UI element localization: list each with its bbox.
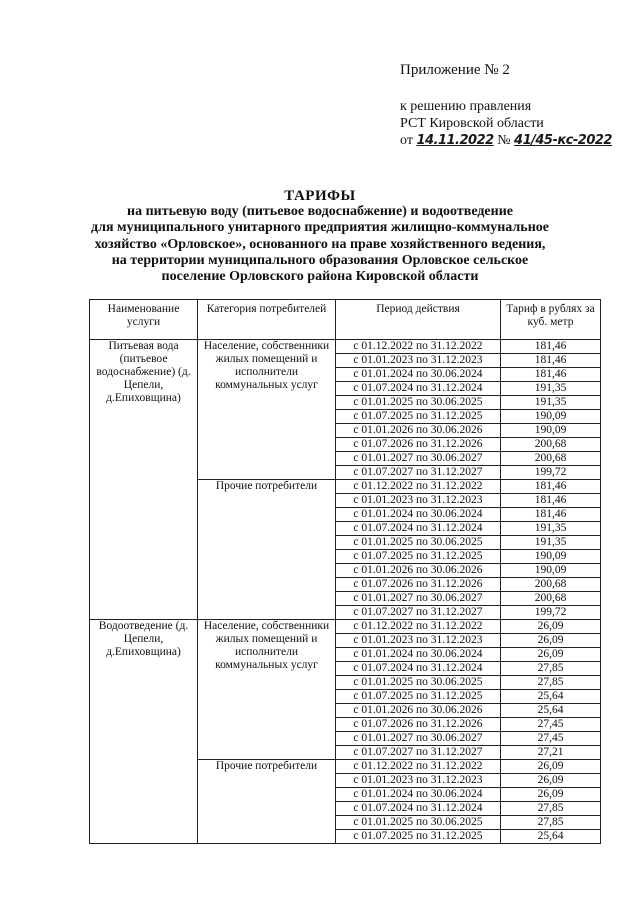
header-category: Категория потребителей (198, 300, 336, 340)
tariff-cell: 190,09 (501, 424, 601, 438)
consumer-category-cell: Прочие потребители (198, 480, 336, 620)
table-header-row (90, 300, 601, 340)
tariff-cell: 27,85 (501, 816, 601, 830)
period-cell: с 01.07.2026 по 31.12.2026 (336, 438, 501, 452)
tariff-cell: 181,46 (501, 368, 601, 382)
document-title (60, 188, 580, 285)
decision-date-line (400, 132, 612, 149)
period-cell: с 01.07.2027 по 31.12.2027 (336, 746, 501, 760)
tariff-cell: 181,46 (501, 354, 601, 368)
period-cell: с 01.07.2027 по 31.12.2027 (336, 466, 501, 480)
period-cell: с 01.01.2025 по 30.06.2025 (336, 816, 501, 830)
decision-line-2: РСТ Кировской области (400, 116, 544, 131)
tariff-cell: 26,09 (501, 774, 601, 788)
title-line-3: хозяйство «Орловское», основанного на праве хозяйственного ведения, (94, 236, 546, 252)
period-cell: с 01.07.2025 по 31.12.2025 (336, 550, 501, 564)
period-cell: с 01.07.2024 по 31.12.2024 (336, 802, 501, 816)
tariff-cell: 25,64 (501, 830, 601, 844)
tariff-cell: 181,46 (501, 480, 601, 494)
period-cell: с 01.01.2026 по 30.06.2026 (336, 704, 501, 718)
tariff-cell: 27,85 (501, 662, 601, 676)
date-prefix: от (400, 133, 413, 148)
period-cell: с 01.01.2023 по 31.12.2023 (336, 634, 501, 648)
period-cell: с 01.12.2022 по 31.12.2022 (336, 760, 501, 774)
header-service: Наименование услуги (90, 300, 198, 340)
handwritten-number: 41/45-кс-2022 (514, 133, 612, 148)
tariff-cell: 200,68 (501, 452, 601, 466)
tariff-cell: 26,09 (501, 648, 601, 662)
service-name-cell: Питьевая вода (питьевое водоснабжение) (д. Цепели, д.Епиховщина) (90, 340, 198, 620)
tariff-cell: 200,68 (501, 438, 601, 452)
tariff-cell: 191,35 (501, 382, 601, 396)
header-period: Период действия (336, 300, 501, 340)
period-cell: с 01.01.2024 по 30.06.2024 (336, 508, 501, 522)
period-cell: с 01.07.2025 по 31.12.2025 (336, 410, 501, 424)
period-cell: с 01.01.2027 по 30.06.2027 (336, 452, 501, 466)
period-cell: с 01.01.2025 по 30.06.2025 (336, 676, 501, 690)
period-cell: с 01.01.2027 по 30.06.2027 (336, 732, 501, 746)
period-cell: с 01.07.2024 по 31.12.2024 (336, 382, 501, 396)
tariff-cell: 181,46 (501, 340, 601, 354)
period-cell: с 01.01.2026 по 30.06.2026 (336, 424, 501, 438)
period-cell: с 01.01.2024 по 30.06.2024 (336, 788, 501, 802)
period-cell: с 01.12.2022 по 31.12.2022 (336, 480, 501, 494)
tariff-cell: 200,68 (501, 578, 601, 592)
header-tariff: Тариф в рублях за куб. метр (501, 300, 601, 340)
tariff-cell: 181,46 (501, 494, 601, 508)
period-cell: с 01.12.2022 по 31.12.2022 (336, 620, 501, 634)
period-cell: с 01.01.2024 по 30.06.2024 (336, 648, 501, 662)
tariff-cell: 26,09 (501, 620, 601, 634)
number-sign: № (497, 133, 511, 148)
tariff-cell: 200,68 (501, 592, 601, 606)
period-cell: с 01.01.2025 по 30.06.2025 (336, 536, 501, 550)
title-line-1: на питьевую воду (питьевое водоснабжение) и водоотведение (127, 204, 513, 220)
period-cell: с 01.07.2024 по 31.12.2024 (336, 662, 501, 676)
period-cell: с 01.01.2023 по 31.12.2023 (336, 774, 501, 788)
tariff-cell: 26,09 (501, 634, 601, 648)
period-cell: с 01.07.2025 по 31.12.2025 (336, 830, 501, 844)
period-cell: с 01.07.2027 по 31.12.2027 (336, 606, 501, 620)
tariff-table (89, 299, 601, 844)
tariff-cell: 181,46 (501, 508, 601, 522)
period-cell: с 01.01.2023 по 31.12.2023 (336, 354, 501, 368)
table-row (90, 620, 601, 634)
tariff-cell: 199,72 (501, 606, 601, 620)
table-row (90, 340, 601, 354)
tariff-cell: 190,09 (501, 550, 601, 564)
tariff-cell: 190,09 (501, 564, 601, 578)
table-body (90, 340, 601, 844)
consumer-category-cell: Прочие потребители (198, 760, 336, 844)
title-line-4: на территории муниципального образования Орловское сельское (111, 252, 529, 268)
decision-line-1: к решению правления (400, 99, 532, 114)
period-cell: с 01.07.2026 по 31.12.2026 (336, 718, 501, 732)
tariff-cell: 27,85 (501, 802, 601, 816)
tariff-cell: 27,45 (501, 718, 601, 732)
tariff-cell: 191,35 (501, 536, 601, 550)
period-cell: с 01.01.2026 по 30.06.2026 (336, 564, 501, 578)
decision-reference (400, 98, 612, 149)
consumer-category-cell: Население, собственники жилых помещений и исполнители коммунальных услуг (198, 620, 336, 760)
tariff-cell: 25,64 (501, 690, 601, 704)
title-line-2: для муниципального унитарного предприятия жилищно-коммунальное (91, 220, 549, 236)
handwritten-date: 14.11.2022 (416, 133, 494, 148)
tariff-cell: 26,09 (501, 788, 601, 802)
tariff-cell: 26,09 (501, 760, 601, 774)
consumer-category-cell: Население, собственники жилых помещений и исполнители коммунальных услуг (198, 340, 336, 480)
period-cell: с 01.07.2025 по 31.12.2025 (336, 690, 501, 704)
period-cell: с 01.01.2024 по 30.06.2024 (336, 368, 501, 382)
appendix-label: Приложение № 2 (400, 62, 510, 78)
tariff-cell: 190,09 (501, 410, 601, 424)
tariff-cell: 191,35 (501, 522, 601, 536)
tariff-cell: 199,72 (501, 466, 601, 480)
period-cell: с 01.07.2024 по 31.12.2024 (336, 522, 501, 536)
period-cell: с 01.12.2022 по 31.12.2022 (336, 340, 501, 354)
tariff-cell: 27,85 (501, 676, 601, 690)
title-main: ТАРИФЫ (284, 188, 356, 204)
period-cell: с 01.01.2025 по 30.06.2025 (336, 396, 501, 410)
tariff-cell: 25,64 (501, 704, 601, 718)
period-cell: с 01.07.2026 по 31.12.2026 (336, 578, 501, 592)
service-name-cell: Водоотведение (д. Цепели, д.Епиховщина) (90, 620, 198, 844)
tariff-cell: 27,21 (501, 746, 601, 760)
period-cell: с 01.01.2023 по 31.12.2023 (336, 494, 501, 508)
tariff-cell: 191,35 (501, 396, 601, 410)
title-line-5: поселение Орловского района Кировской области (161, 269, 479, 285)
tariff-cell: 27,45 (501, 732, 601, 746)
period-cell: с 01.01.2027 по 30.06.2027 (336, 592, 501, 606)
